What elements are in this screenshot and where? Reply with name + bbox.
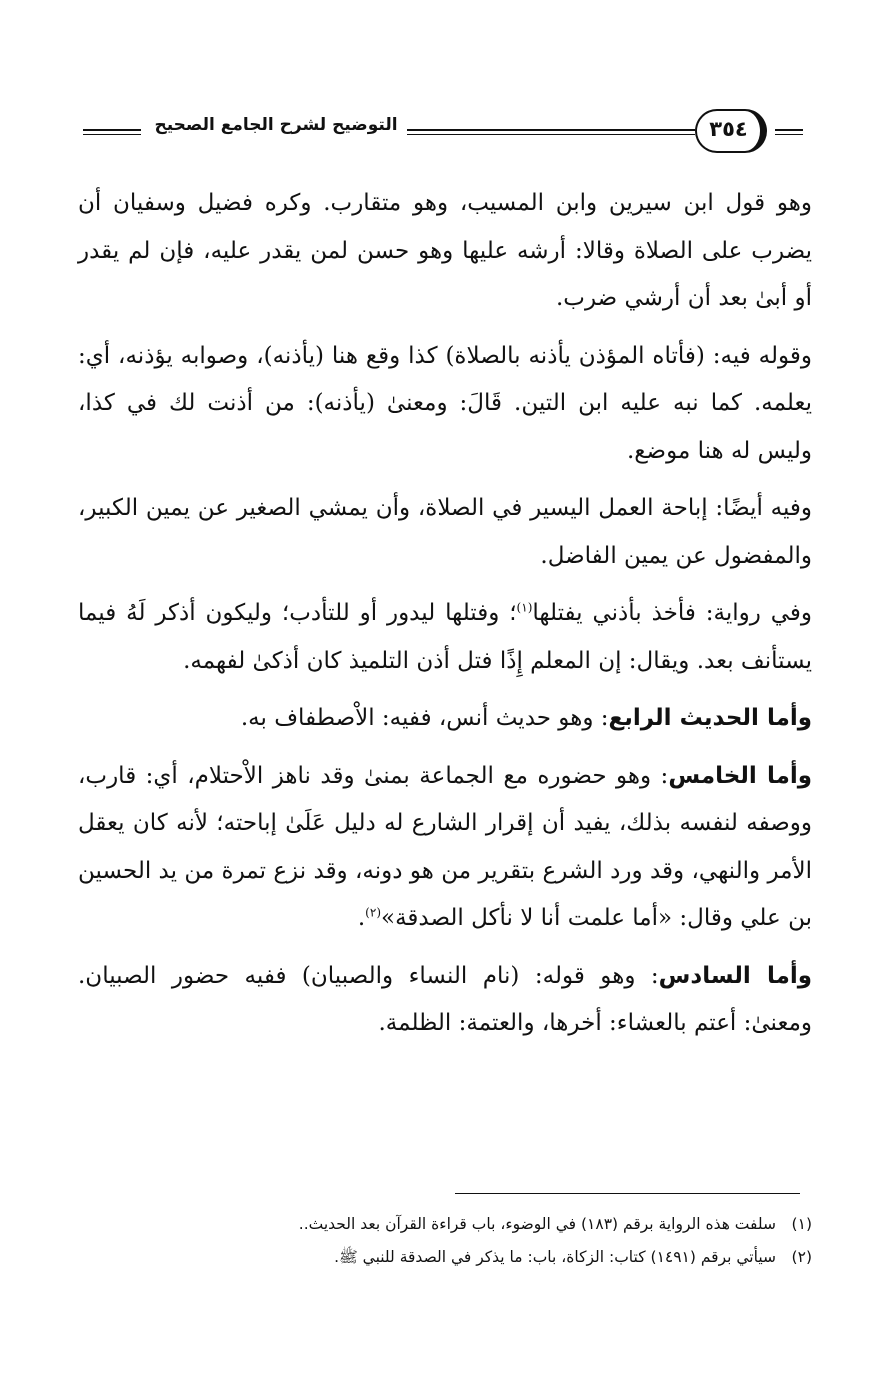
paragraph-heading: وأما الحديث الرابع (608, 705, 812, 731)
paragraph (78, 695, 812, 743)
footnote-reference[interactable]: (١) (516, 600, 533, 615)
paragraph (78, 485, 812, 580)
paragraph (78, 753, 812, 943)
running-title: التوضيح لشرح الجامع الصحيح (154, 115, 398, 135)
paragraph (78, 180, 812, 323)
footnote-number: (١) (791, 1215, 812, 1233)
paragraph (78, 590, 812, 685)
paragraph-text: وفي رواية: فأخذ بأذني يفتلها (532, 600, 812, 626)
paragraph-text: : وهو قوله: (نام النساء والصبيان) ففيه حضور الصبيان. ومعنىٰ: أعتم بالعشاء: أخرها، والعتمة: الظلمة. (78, 962, 812, 1036)
paragraph (78, 953, 812, 1048)
paragraph-heading: وأما الخامس (668, 762, 812, 789)
header-rule-middle (407, 129, 695, 135)
main-text (78, 180, 812, 1058)
paragraph-text: : وهو حضوره مع الجماعة بمنىٰ وقد ناهز الاْحتلام، أي: قارب، ووصفه لنفسه بذلك، يفيد أن إقرار الشارع له دليل عَلَىٰ إباحته؛ لأنه كان يعقل الأمر والنهي، وقد ورد الشرع بتقرير من هو دونه، وقد نزع تمرة من يد الحسين بن علي وقال: «أما علمت أنا لا نأكل الصدقة» (78, 762, 812, 931)
paragraph-heading: وأما السادس (658, 962, 813, 989)
page-number-badge (695, 109, 767, 153)
header-rule-left (83, 129, 141, 135)
footnotes (100, 1208, 812, 1274)
footnote (100, 1208, 812, 1241)
paragraph (78, 333, 812, 476)
paragraph-text: وفيه أيضًا: إباحة العمل اليسير في الصلاة، وأن يمشي الصغير عن يمين الكبير، والمفضول عن يمين الفاضل. (78, 495, 812, 569)
paragraph-text: : وهو حديث أنس، ففيه: الاْصطفاف به. (240, 705, 609, 731)
paragraph-text-continued: ؛ وفتلها ليدور أو للتأدب؛ وليكون أذكر لَهُ فيما يستأنف بعد. ويقال: إن المعلم إِذًا فتل أذن التلميذ كان أذكىٰ لفهمه. (78, 600, 812, 674)
paragraph-text-continued: . (357, 905, 366, 931)
footnote-number: (٢) (791, 1248, 812, 1266)
footnote-separator (455, 1193, 800, 1194)
footnote-text: سلفت هذه الرواية برقم (١٨٣) في الوضوء، باب قراءة القرآن بعد الحديث.. (298, 1215, 776, 1233)
footnote-text: سيأتي برقم (١٤٩١) كتاب: الزكاة، باب: ما يذكر في الصدقة للنبي ﷺ. (334, 1248, 776, 1266)
paragraph-text: وقوله فيه: (فأتاه المؤذن يأذنه بالصلاة) كذا وقع هنا (يأذنه)، وصوابه يؤذنه، أي: يعلمه. كما نبه عليه ابن التين. قَالَ: ومعنىٰ (يأذنه): من أذنت لك في كذا، وليس له هنا موضع. (78, 342, 812, 464)
header-rule-right (775, 129, 803, 135)
page-header (75, 105, 810, 161)
footnote-reference[interactable]: (٢) (365, 905, 381, 920)
paragraph-text: وهو قول ابن سيرين وابن المسيب، وهو متقارب. وكره فضيل وسفيان أن يضرب على الصلاة وقالا: أرشه عليها وهو حسن لمن يقدر عليه، فإن لم يقدر أو أبىٰ بعد أن أرشي ضرب. (78, 190, 812, 311)
page-number: ٣٥٤ (709, 117, 748, 141)
footnote (100, 1241, 812, 1274)
